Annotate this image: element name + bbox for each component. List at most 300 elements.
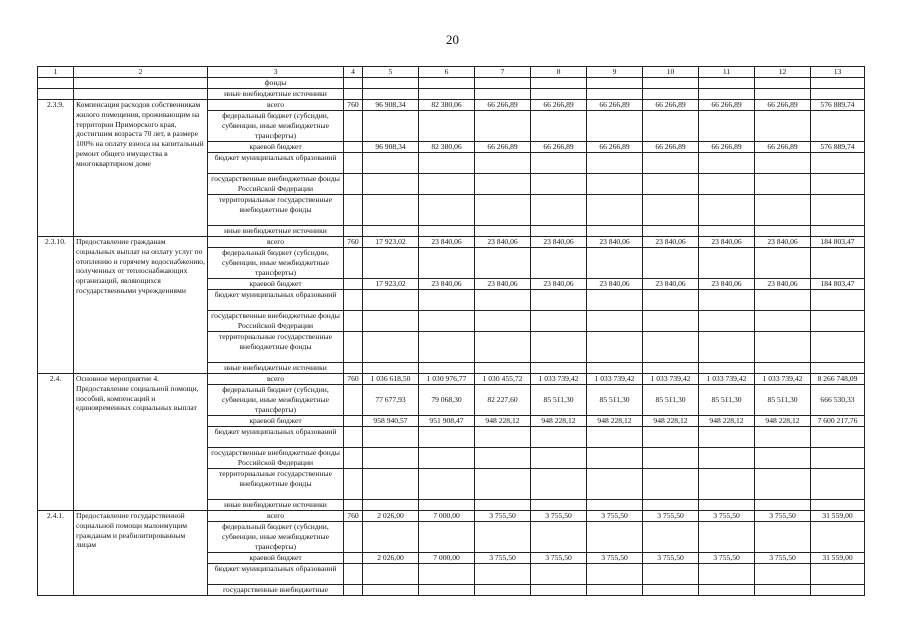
value-cell <box>811 248 865 279</box>
col4-cell <box>344 226 363 237</box>
col4-cell <box>344 416 363 427</box>
value-cell <box>531 195 587 226</box>
value-cell <box>699 111 755 142</box>
col4-cell <box>344 500 363 511</box>
value-cell: 23 840,06 <box>475 279 531 290</box>
header-cell: 8 <box>531 67 587 78</box>
value-cell <box>587 248 643 279</box>
value-cell: 948 228,12 <box>643 416 699 427</box>
value-cell: 3 755,50 <box>531 553 587 564</box>
value-cell <box>531 153 587 174</box>
value-cell <box>755 500 811 511</box>
value-cell <box>531 522 587 553</box>
source-label: иные внебюджетные источники <box>208 363 344 374</box>
value-cell: 23 840,06 <box>419 237 475 248</box>
source-label: государственные внебюджетные <box>208 585 344 596</box>
value-cell: 958 940,57 <box>363 416 419 427</box>
value-cell: 23 840,06 <box>587 237 643 248</box>
value-cell <box>531 226 587 237</box>
value-cell: 82 380,06 <box>419 100 475 111</box>
row-name: Компенсация расходов собственникам жилого помещения, проживающим на территории Приморского края, достигшим возраста 70 лет, в размере 100% на оплату взноса на капитальный ремонт общего имущества в многоквартирном доме <box>74 100 208 237</box>
value-cell: 66 266,89 <box>643 100 699 111</box>
value-cell: 7 000,00 <box>419 553 475 564</box>
value-cell <box>419 332 475 363</box>
value-cell: 948 228,12 <box>699 416 755 427</box>
col4-cell <box>344 427 363 448</box>
value-cell <box>587 427 643 448</box>
value-cell <box>475 111 531 142</box>
source-label: федеральный бюджет (субсидии, субвенции, иные межбюджетные трансферты) <box>208 522 344 553</box>
source-label: всего <box>208 374 344 385</box>
value-cell <box>699 522 755 553</box>
value-cell <box>699 427 755 448</box>
value-cell: 23 840,06 <box>699 237 755 248</box>
value-cell: 1 036 618,50 <box>363 374 419 385</box>
col4-cell <box>344 279 363 290</box>
table-row <box>38 100 865 111</box>
value-cell <box>419 226 475 237</box>
value-cell <box>363 564 419 585</box>
value-cell <box>363 522 419 553</box>
value-cell: 96 908,34 <box>363 142 419 153</box>
header-cell: 5 <box>363 67 419 78</box>
source-label: федеральный бюджет (субсидии, субвенции, иные межбюджетные трансферты) <box>208 385 344 416</box>
value-cell: 1 030 455,72 <box>475 374 531 385</box>
value-cell: 31 559,00 <box>811 511 865 522</box>
value-cell: 576 889,74 <box>811 142 865 153</box>
value-cell <box>755 311 811 332</box>
value-cell <box>475 522 531 553</box>
value-cell: 17 923,02 <box>363 237 419 248</box>
source-label: федеральный бюджет (субсидии, субвенции, иные межбюджетные трансферты) <box>208 248 344 279</box>
value-cell <box>475 427 531 448</box>
value-cell <box>643 111 699 142</box>
row-name: Предоставление государственной социальной помощи малоимущим гражданам и реабилитированным лицам <box>74 511 208 596</box>
value-cell <box>699 174 755 195</box>
value-cell <box>419 564 475 585</box>
source-label: государственные внебюджетные фонды Российской Федерации <box>208 448 344 469</box>
value-cell <box>531 111 587 142</box>
value-cell: 66 266,89 <box>587 142 643 153</box>
value-cell <box>755 153 811 174</box>
value-cell <box>475 248 531 279</box>
source-label: иные внебюджетные источники <box>208 500 344 511</box>
row-name: Основное мероприятие 4. Предоставление социальной помощи, пособий, компенсаций и единовременных социальных выплат <box>74 374 208 511</box>
value-cell <box>363 174 419 195</box>
value-cell <box>363 427 419 448</box>
value-cell <box>811 174 865 195</box>
value-cell <box>755 564 811 585</box>
value-cell <box>475 311 531 332</box>
value-cell: 3 755,50 <box>587 553 643 564</box>
value-cell: 23 840,06 <box>699 279 755 290</box>
value-cell <box>419 153 475 174</box>
value-cell: 948 228,12 <box>531 416 587 427</box>
value-cell: 23 840,06 <box>755 279 811 290</box>
value-cell <box>363 469 419 500</box>
value-cell <box>699 564 755 585</box>
value-cell: 3 755,50 <box>475 553 531 564</box>
value-cell <box>755 522 811 553</box>
empty-cell <box>74 89 208 100</box>
value-cell <box>643 427 699 448</box>
value-cell <box>811 111 865 142</box>
col4-cell <box>344 448 363 469</box>
col4-cell <box>344 564 363 585</box>
value-cell <box>587 585 643 596</box>
value-cell <box>587 564 643 585</box>
value-cell <box>699 311 755 332</box>
value-cell: 2 026,00 <box>363 553 419 564</box>
value-cell <box>643 153 699 174</box>
value-cell <box>475 226 531 237</box>
value-cell: 951 908,47 <box>419 416 475 427</box>
value-cell: 66 266,89 <box>755 100 811 111</box>
value-cell <box>363 363 419 374</box>
source-label: территориальные государственные внебюджетные фонды <box>208 195 344 226</box>
header-cell: 12 <box>755 67 811 78</box>
source-label: государственные внебюджетные фонды Российской Федерации <box>208 311 344 332</box>
header-cell: 11 <box>699 67 755 78</box>
col4-cell <box>344 385 363 416</box>
value-cell <box>811 332 865 363</box>
row-code: 2.4.1. <box>38 511 74 596</box>
header-cell: 10 <box>643 67 699 78</box>
value-cell: 79 068,30 <box>419 385 475 416</box>
source-label: территориальные государственные внебюджетные фонды <box>208 469 344 500</box>
value-cell: 66 266,89 <box>531 142 587 153</box>
value-cell: 23 840,06 <box>643 237 699 248</box>
value-cell <box>811 564 865 585</box>
value-cell <box>643 195 699 226</box>
value-cell <box>643 226 699 237</box>
header-cell: 4 <box>344 67 363 78</box>
value-cell: 576 889,74 <box>811 100 865 111</box>
value-cell <box>531 427 587 448</box>
value-cell <box>587 363 643 374</box>
col4-cell <box>344 153 363 174</box>
value-cell <box>363 153 419 174</box>
header-row <box>38 67 865 78</box>
value-cell <box>363 226 419 237</box>
budget-table-container <box>37 66 865 596</box>
value-cell <box>475 363 531 374</box>
header-cell: 7 <box>475 67 531 78</box>
value-cell: 66 266,89 <box>587 100 643 111</box>
source-label: краевой бюджет <box>208 279 344 290</box>
value-cell <box>643 248 699 279</box>
value-cell <box>643 363 699 374</box>
value-cell: 948 228,12 <box>475 416 531 427</box>
value-cell <box>587 174 643 195</box>
value-cell <box>363 585 419 596</box>
value-cell <box>699 195 755 226</box>
value-cell <box>755 290 811 311</box>
col4-cell <box>344 332 363 363</box>
value-cell: 66 266,89 <box>699 142 755 153</box>
source-label: краевой бюджет <box>208 142 344 153</box>
value-cell <box>643 448 699 469</box>
source-label: бюджет муниципальных образований <box>208 153 344 174</box>
value-cell <box>419 174 475 195</box>
col4-cell <box>344 522 363 553</box>
source-label: бюджет муниципальных образований <box>208 564 344 585</box>
source-label: территориальные государственные внебюджетные фонды <box>208 332 344 363</box>
value-cell <box>475 332 531 363</box>
value-cell <box>531 585 587 596</box>
col4-cell <box>344 311 363 332</box>
value-cell <box>419 500 475 511</box>
value-cell <box>643 564 699 585</box>
value-cell <box>363 248 419 279</box>
value-cell: 184 803,47 <box>811 237 865 248</box>
value-cell: 1 033 739,42 <box>643 374 699 385</box>
value-cell: 3 755,50 <box>587 511 643 522</box>
source-label: бюджет муниципальных образований <box>208 290 344 311</box>
value-cell: 96 908,34 <box>363 100 419 111</box>
value-cell <box>475 500 531 511</box>
value-cell <box>419 448 475 469</box>
value-cell <box>755 332 811 363</box>
source-label: всего <box>208 511 344 522</box>
value-cell <box>643 522 699 553</box>
value-cell <box>755 585 811 596</box>
source-label: федеральный бюджет (субсидии, субвенции, иные межбюджетные трансферты) <box>208 111 344 142</box>
value-cell <box>755 226 811 237</box>
value-cell: 85 511,30 <box>531 385 587 416</box>
value-cell <box>531 311 587 332</box>
col4-cell <box>344 195 363 226</box>
value-cell <box>699 585 755 596</box>
value-cell <box>419 248 475 279</box>
value-cell: 85 511,30 <box>643 385 699 416</box>
empty-cell <box>344 78 363 89</box>
value-cell <box>587 111 643 142</box>
value-cell <box>811 290 865 311</box>
value-cell: 8 266 748,09 <box>811 374 865 385</box>
value-cell: 1 033 739,42 <box>755 374 811 385</box>
value-cell: 2 026,00 <box>363 511 419 522</box>
row-name: Предоставление гражданам социальных выплат на оплату услуг по отоплению и горячему водоснабжению, полученных от теплоснабжающих организаций, являющихся государственными учреждениями <box>74 237 208 374</box>
value-cell: 948 228,12 <box>587 416 643 427</box>
value-cell: 23 840,06 <box>643 279 699 290</box>
value-cell <box>587 226 643 237</box>
value-cell <box>699 363 755 374</box>
value-cell <box>811 585 865 596</box>
col4-cell <box>344 290 363 311</box>
value-cell <box>363 311 419 332</box>
value-cell: 3 755,50 <box>699 553 755 564</box>
col4-cell <box>344 142 363 153</box>
source-label: иные внебюджетные источники <box>208 226 344 237</box>
value-cell: 66 266,89 <box>755 142 811 153</box>
value-cell: 23 840,06 <box>475 237 531 248</box>
value-cell <box>643 174 699 195</box>
value-cell <box>531 500 587 511</box>
value-cell <box>643 469 699 500</box>
value-cell: 23 840,06 <box>419 279 475 290</box>
value-cell <box>811 427 865 448</box>
value-cell <box>363 448 419 469</box>
value-cell <box>531 448 587 469</box>
value-cell: 1 033 739,42 <box>531 374 587 385</box>
value-cell: 3 755,50 <box>475 511 531 522</box>
value-cell <box>587 311 643 332</box>
value-cell <box>419 111 475 142</box>
value-cell <box>643 290 699 311</box>
value-cell <box>811 448 865 469</box>
value-cell <box>475 564 531 585</box>
value-cell: 23 840,06 <box>531 279 587 290</box>
table-row <box>38 511 865 522</box>
continuation-row <box>38 89 865 100</box>
col4-cell <box>344 363 363 374</box>
value-cell <box>531 174 587 195</box>
value-cell: 1 030 976,77 <box>419 374 475 385</box>
value-cell <box>363 332 419 363</box>
source-label: всего <box>208 100 344 111</box>
empty-cell <box>74 78 208 89</box>
value-cell <box>587 290 643 311</box>
value-cell <box>755 195 811 226</box>
value-cell <box>363 195 419 226</box>
header-cell: 3 <box>208 67 344 78</box>
value-cell: 85 511,30 <box>755 385 811 416</box>
value-cell <box>475 290 531 311</box>
value-cell <box>811 226 865 237</box>
source-label: краевой бюджет <box>208 553 344 564</box>
value-cell <box>755 427 811 448</box>
value-cell <box>531 469 587 500</box>
value-cell <box>699 469 755 500</box>
value-cell: 66 266,89 <box>531 100 587 111</box>
col4-cell <box>344 553 363 564</box>
value-cell: 66 266,89 <box>475 142 531 153</box>
value-cell <box>475 448 531 469</box>
source-label: бюджет муниципальных образований <box>208 427 344 448</box>
col4-cell: 760 <box>344 511 363 522</box>
header-cell: 13 <box>811 67 865 78</box>
value-cell <box>419 522 475 553</box>
value-cell <box>699 332 755 363</box>
table-body <box>38 67 865 596</box>
row-code: 2.4. <box>38 374 74 511</box>
value-cell <box>531 290 587 311</box>
value-cell <box>419 363 475 374</box>
value-cell: 948 228,12 <box>755 416 811 427</box>
value-cell <box>811 500 865 511</box>
value-cell <box>755 248 811 279</box>
value-cell <box>419 195 475 226</box>
header-cell: 2 <box>74 67 208 78</box>
value-cell <box>699 500 755 511</box>
value-cell <box>475 153 531 174</box>
value-cell <box>811 522 865 553</box>
value-cell <box>587 522 643 553</box>
col4-cell <box>344 248 363 279</box>
value-cell: 17 923,02 <box>363 279 419 290</box>
budget-table <box>37 66 865 596</box>
value-cell <box>475 585 531 596</box>
value-cell <box>363 500 419 511</box>
value-cell <box>643 585 699 596</box>
value-cell: 85 511,30 <box>587 385 643 416</box>
value-cell <box>419 427 475 448</box>
empty-cell <box>38 89 74 100</box>
table-row <box>38 237 865 248</box>
value-cell <box>811 311 865 332</box>
source-label: государственные внебюджетные фонды Российской Федерации <box>208 174 344 195</box>
value-cell <box>643 500 699 511</box>
page-number: 20 <box>446 32 459 47</box>
source-label: фонды <box>208 78 344 89</box>
value-cell: 23 840,06 <box>755 237 811 248</box>
value-cell: 77 677,93 <box>363 385 419 416</box>
value-cell <box>811 153 865 174</box>
value-cell <box>419 469 475 500</box>
value-cell: 82 227,60 <box>475 385 531 416</box>
row-code: 2.3.10. <box>38 237 74 374</box>
value-cell: 66 266,89 <box>475 100 531 111</box>
value-cell <box>755 111 811 142</box>
value-cell <box>755 469 811 500</box>
value-cell <box>699 290 755 311</box>
value-cell: 66 266,89 <box>699 100 755 111</box>
col4-cell <box>344 174 363 195</box>
value-cell: 7 600 217,76 <box>811 416 865 427</box>
value-cell: 3 755,50 <box>531 511 587 522</box>
col4-cell: 760 <box>344 237 363 248</box>
value-cell <box>587 153 643 174</box>
source-label: иные внебюджетные источники <box>208 89 344 100</box>
value-cell <box>531 248 587 279</box>
value-cell: 85 511,30 <box>699 385 755 416</box>
value-cell: 23 840,06 <box>531 237 587 248</box>
value-cell <box>475 469 531 500</box>
value-cell <box>811 195 865 226</box>
value-cell: 66 266,89 <box>643 142 699 153</box>
col4-cell <box>344 111 363 142</box>
value-cell: 3 755,50 <box>643 553 699 564</box>
value-cell <box>363 290 419 311</box>
value-cell <box>587 469 643 500</box>
value-cell <box>699 226 755 237</box>
value-cell <box>811 363 865 374</box>
value-cell <box>755 448 811 469</box>
value-cell <box>699 448 755 469</box>
value-cell <box>587 448 643 469</box>
value-cell: 184 803,47 <box>811 279 865 290</box>
value-cell: 7 000,00 <box>419 511 475 522</box>
value-cell <box>531 363 587 374</box>
value-cell <box>811 469 865 500</box>
source-label: краевой бюджет <box>208 416 344 427</box>
value-cell <box>699 153 755 174</box>
value-cell: 3 755,50 <box>755 553 811 564</box>
header-cell: 1 <box>38 67 74 78</box>
value-cell <box>475 174 531 195</box>
value-cell <box>643 311 699 332</box>
col4-cell: 760 <box>344 100 363 111</box>
value-cell <box>419 311 475 332</box>
value-cell <box>699 248 755 279</box>
value-cell: 3 755,50 <box>699 511 755 522</box>
header-cell: 9 <box>587 67 643 78</box>
source-label: всего <box>208 237 344 248</box>
value-cell <box>363 111 419 142</box>
empty-cell <box>344 89 363 100</box>
empty-cell <box>38 78 74 89</box>
